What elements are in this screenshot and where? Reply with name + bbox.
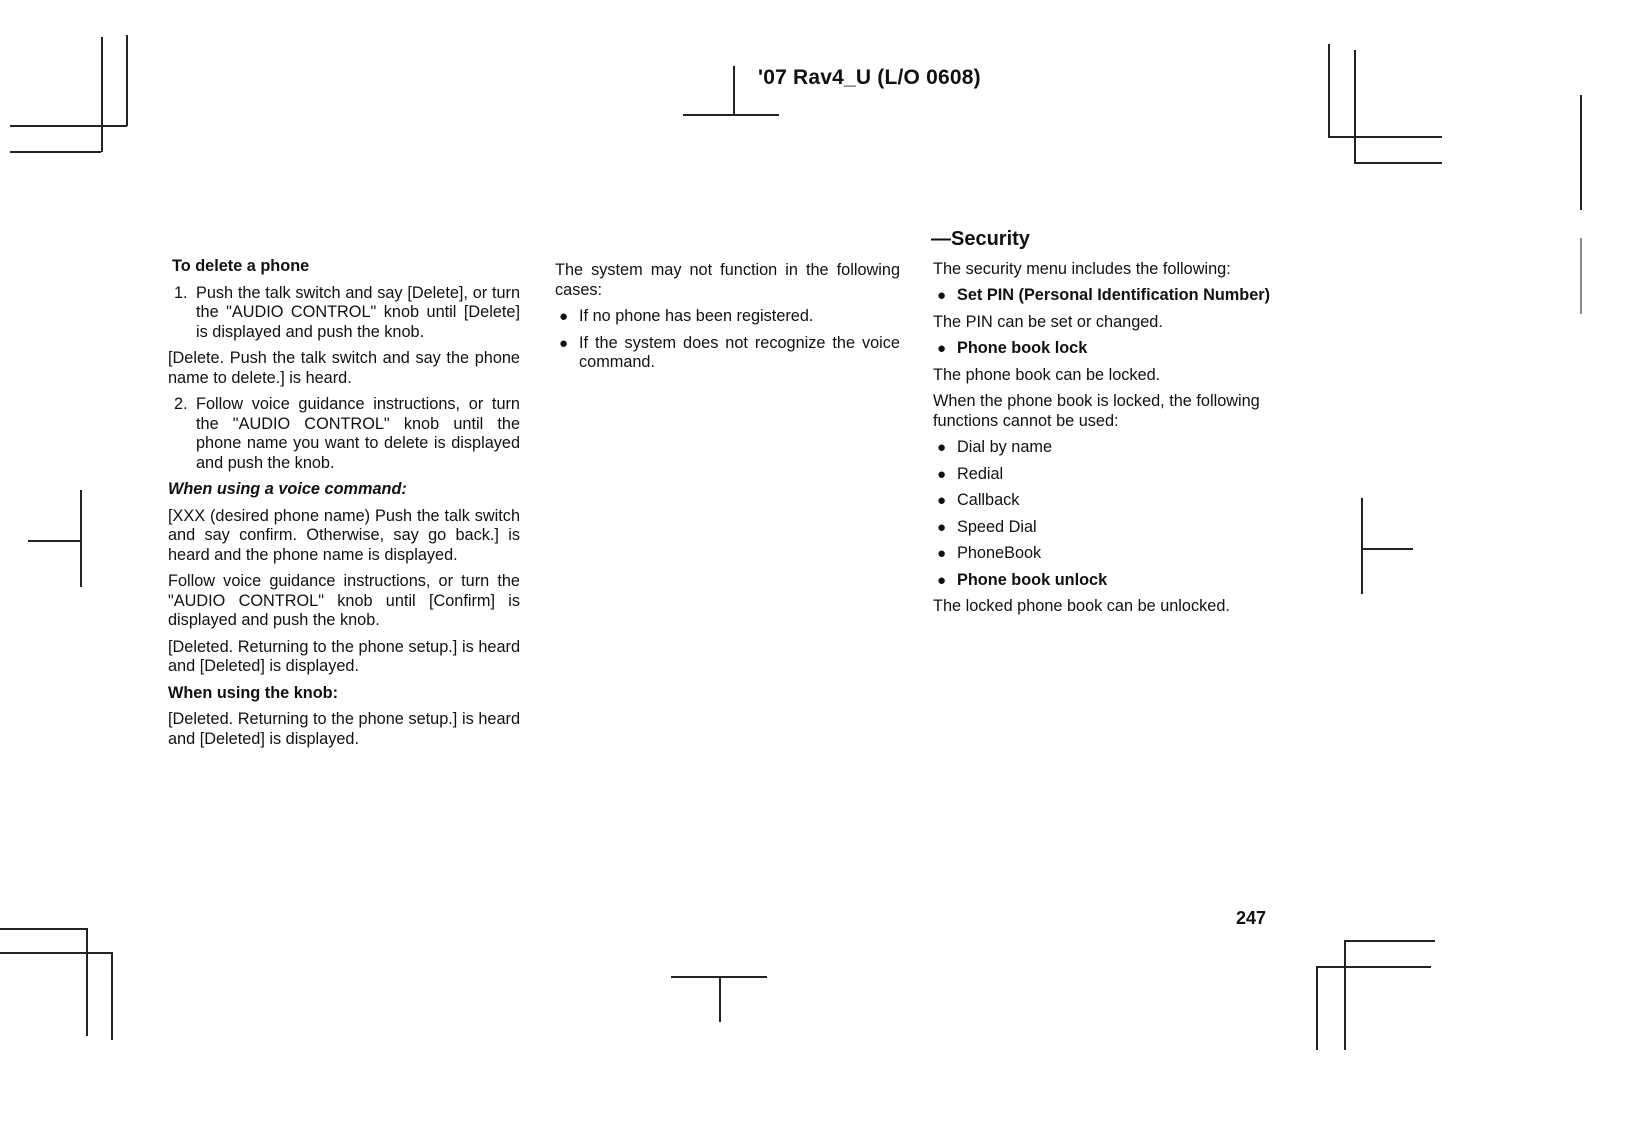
- step-number: 1.: [174, 283, 188, 302]
- list-item-text: Dial by name: [957, 438, 1053, 456]
- list-item-text: If no phone has been registered.: [579, 307, 814, 325]
- page-number: 247: [1236, 908, 1267, 928]
- list-item: [933, 339, 1283, 359]
- paragraph: When the phone book is locked, the following functions cannot be used:: [933, 392, 1260, 430]
- bullet-icon: ●: [559, 308, 569, 325]
- list-item: [933, 491, 1283, 511]
- step-text: Push the talk switch and say [Delete], or turn the "AUDIO CONTROL" knob until [Delete] is displayed and push the knob.: [196, 283, 520, 341]
- list-item-text: Phone book unlock: [957, 570, 1108, 589]
- bullet-icon: ●: [559, 334, 569, 352]
- list-item: [555, 307, 900, 327]
- step-1: [168, 284, 520, 343]
- bullet-icon: ●: [937, 492, 947, 509]
- list-item-text: Redial: [957, 464, 1004, 483]
- paragraph: [XXX (desired phone name) Push the talk switch and say confirm. Otherwise, say go back.] is heard and the phone name is displayed.: [168, 506, 520, 564]
- list-item-text: Callback: [957, 491, 1020, 509]
- bullet-icon: ●: [937, 571, 947, 589]
- subheading-knob: When using the knob:: [168, 683, 339, 702]
- bullet-icon: ●: [937, 465, 947, 483]
- step-number: 2.: [174, 395, 188, 413]
- list-item: [933, 286, 1283, 306]
- paragraph: The PIN can be set or changed.: [933, 312, 1163, 331]
- list-item: [933, 571, 1283, 591]
- column-delete-phone: [168, 257, 520, 756]
- bullet-icon: ●: [937, 545, 947, 562]
- paragraph: [Deleted. Returning to the phone setup.] is heard and [Deleted] is displayed.: [168, 710, 520, 748]
- list-item-text: Set PIN (Personal Identification Number): [957, 286, 1271, 304]
- list-item: [933, 544, 1283, 564]
- list-item-text: PhoneBook: [957, 544, 1042, 562]
- paragraph: [Deleted. Returning to the phone setup.] is heard and [Deleted] is displayed.: [168, 637, 520, 675]
- column-security: [933, 230, 1283, 624]
- section-heading-security: —Security: [931, 228, 1030, 250]
- paragraph: Follow voice guidance instructions, or turn the "AUDIO CONTROL" knob until [Confirm] is displayed and push the knob.: [168, 572, 520, 629]
- step-text: Follow voice guidance instructions, or turn the "AUDIO CONTROL" knob until the phone name you want to delete is displayed and push the knob.: [196, 395, 520, 472]
- list-item: [555, 334, 900, 373]
- section-heading-delete-phone: To delete a phone: [172, 257, 310, 275]
- list-item-text: If the system does not recognize the voice command.: [579, 333, 900, 371]
- list-item: [933, 518, 1283, 538]
- paragraph: The system may not function in the following cases:: [555, 261, 900, 299]
- column-limitations: [555, 261, 900, 380]
- bullet-icon: ●: [937, 439, 947, 456]
- list-item: [933, 438, 1283, 458]
- paragraph: The security menu includes the following:: [933, 259, 1231, 278]
- step-2: [168, 395, 520, 473]
- bullet-icon: ●: [937, 340, 947, 357]
- page-header-title: '07 Rav4_U (L/O 0608): [758, 66, 981, 89]
- list-item-text: Phone book lock: [957, 339, 1088, 357]
- paragraph: The phone book can be locked.: [933, 365, 1161, 384]
- subheading-voice-command: When using a voice command:: [168, 480, 407, 498]
- list-item-text: Speed Dial: [957, 517, 1037, 536]
- paragraph: [Delete. Push the talk switch and say the phone name to delete.] is heard.: [168, 349, 520, 387]
- bullet-icon: ●: [937, 518, 947, 536]
- paragraph: The locked phone book can be unlocked.: [933, 597, 1230, 615]
- list-item: [933, 465, 1283, 485]
- bullet-icon: ●: [937, 287, 947, 304]
